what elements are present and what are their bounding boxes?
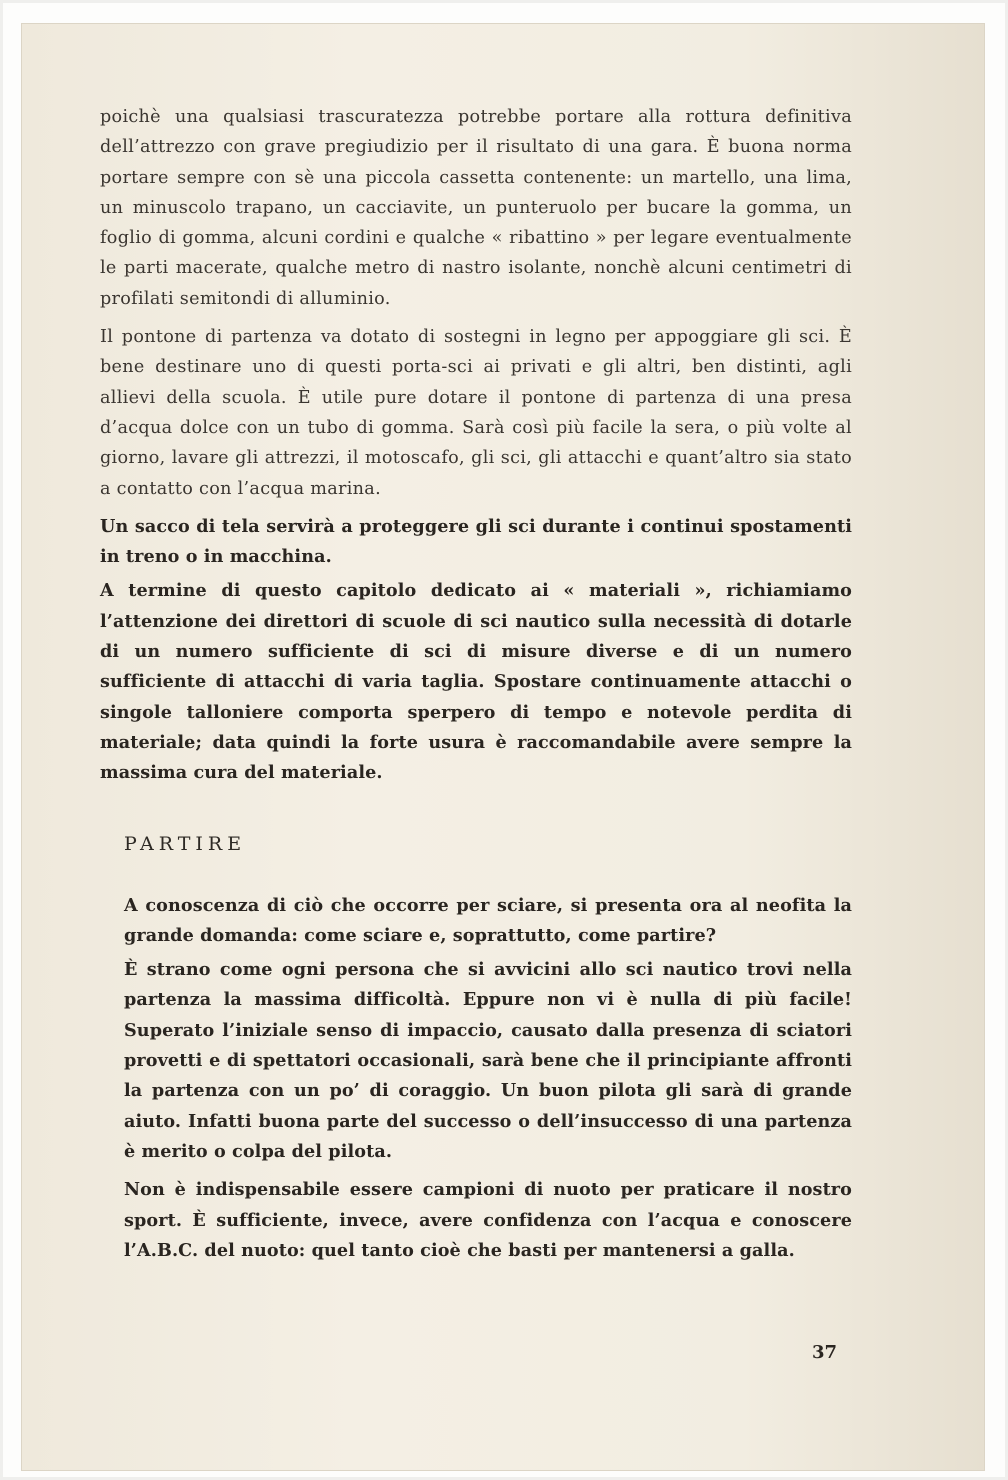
paragraph-intro: A conoscenza di ciò che occorre per sciare, si presenta ora al neofita la grande domanda: come sciare e, soprattutto, come partire? (124, 894, 852, 946)
book-page (22, 24, 984, 1470)
paragraph-start: È strano come ogni persona che si avvicini allo sci nautico trovi nella partenza la massima difficoltà. Eppure non vi è nulla di più facile! Superato l’iniziale senso di impaccio, causato dalla presenza di sciatori provetti e di spettatori occasionali, sarà bene che il principiante affronti la partenza con un po’ di coraggio. Un buon pilota gli sarà di grande aiuto. Infatti buona parte del successo o dell’insuccesso di una partenza è merito o colpa del pilota. (124, 959, 852, 1162)
paragraph-bag: Un sacco di tela servirà a proteggere gli sci durante i continui spostamenti in treno o in macchina. (100, 515, 852, 568)
page-body (100, 102, 852, 1266)
paragraph-pontoon: Il pontone di partenza va dotato di sostegni in legno per appoggiare gli sci. È bene destinare uno di questi porta-sci ai privati e gli altri, ben distinti, agli allievi della scuola. È utile pure dotare il pontone di partenza di una presa d’acqua dolce con un tubo di gomma. Sarà così più facile la sera, o più volte al giorno, lavare gli attrezzi, il motoscafo, gli sci, gli attacchi e quant’altro sia stato a contatto con l’acqua marina. (100, 327, 852, 499)
paragraph-swimming: Non è indispensabile essere campioni di nuoto per praticare il nostro sport. È sufficiente, invece, avere confidenza con l’acqua e conoscere l’A.B.C. del nuoto: quel tanto cioè che basti per mantenersi a galla. (124, 1179, 852, 1261)
paragraph-tools: poichè una qualsiasi trascuratezza potrebbe portare alla rottura definitiva dell’attrezzo con grave pregiudizio per il risultato di una gara. È buona norma portare sempre con sè una piccola cassetta contenente: un martello, una lima, un minuscolo trapano, un cacciavite, un punteruolo per bucare la gomma, un foglio di gomma, alcuni cordini e qualche « ribattino » per legare eventualmente le parti macerate, qualche metro di nastro isolante, nonchè alcuni centimetri di profilati semitondi di alluminio. (100, 107, 852, 309)
section-partire (100, 891, 852, 1267)
paragraph-materials: A termine di questo capitolo dedicato ai « materiali », richiamiamo l’attenzione dei direttori di scuole di sci nautico sulla necessità di dotarle di un numero sufficiente di sci di misure diverse e di un numero sufficiente di attacchi di varia taglia. Spostare continuamente attacchi o singole talloniere comporta sperpero di tempo e notevole perdita di materiale; data quindi la forte usura è raccomandabile avere sempre la massima cura del materiale. (100, 580, 852, 784)
page-number: 37 (812, 1342, 838, 1363)
section-heading: PARTIRE (124, 832, 247, 855)
